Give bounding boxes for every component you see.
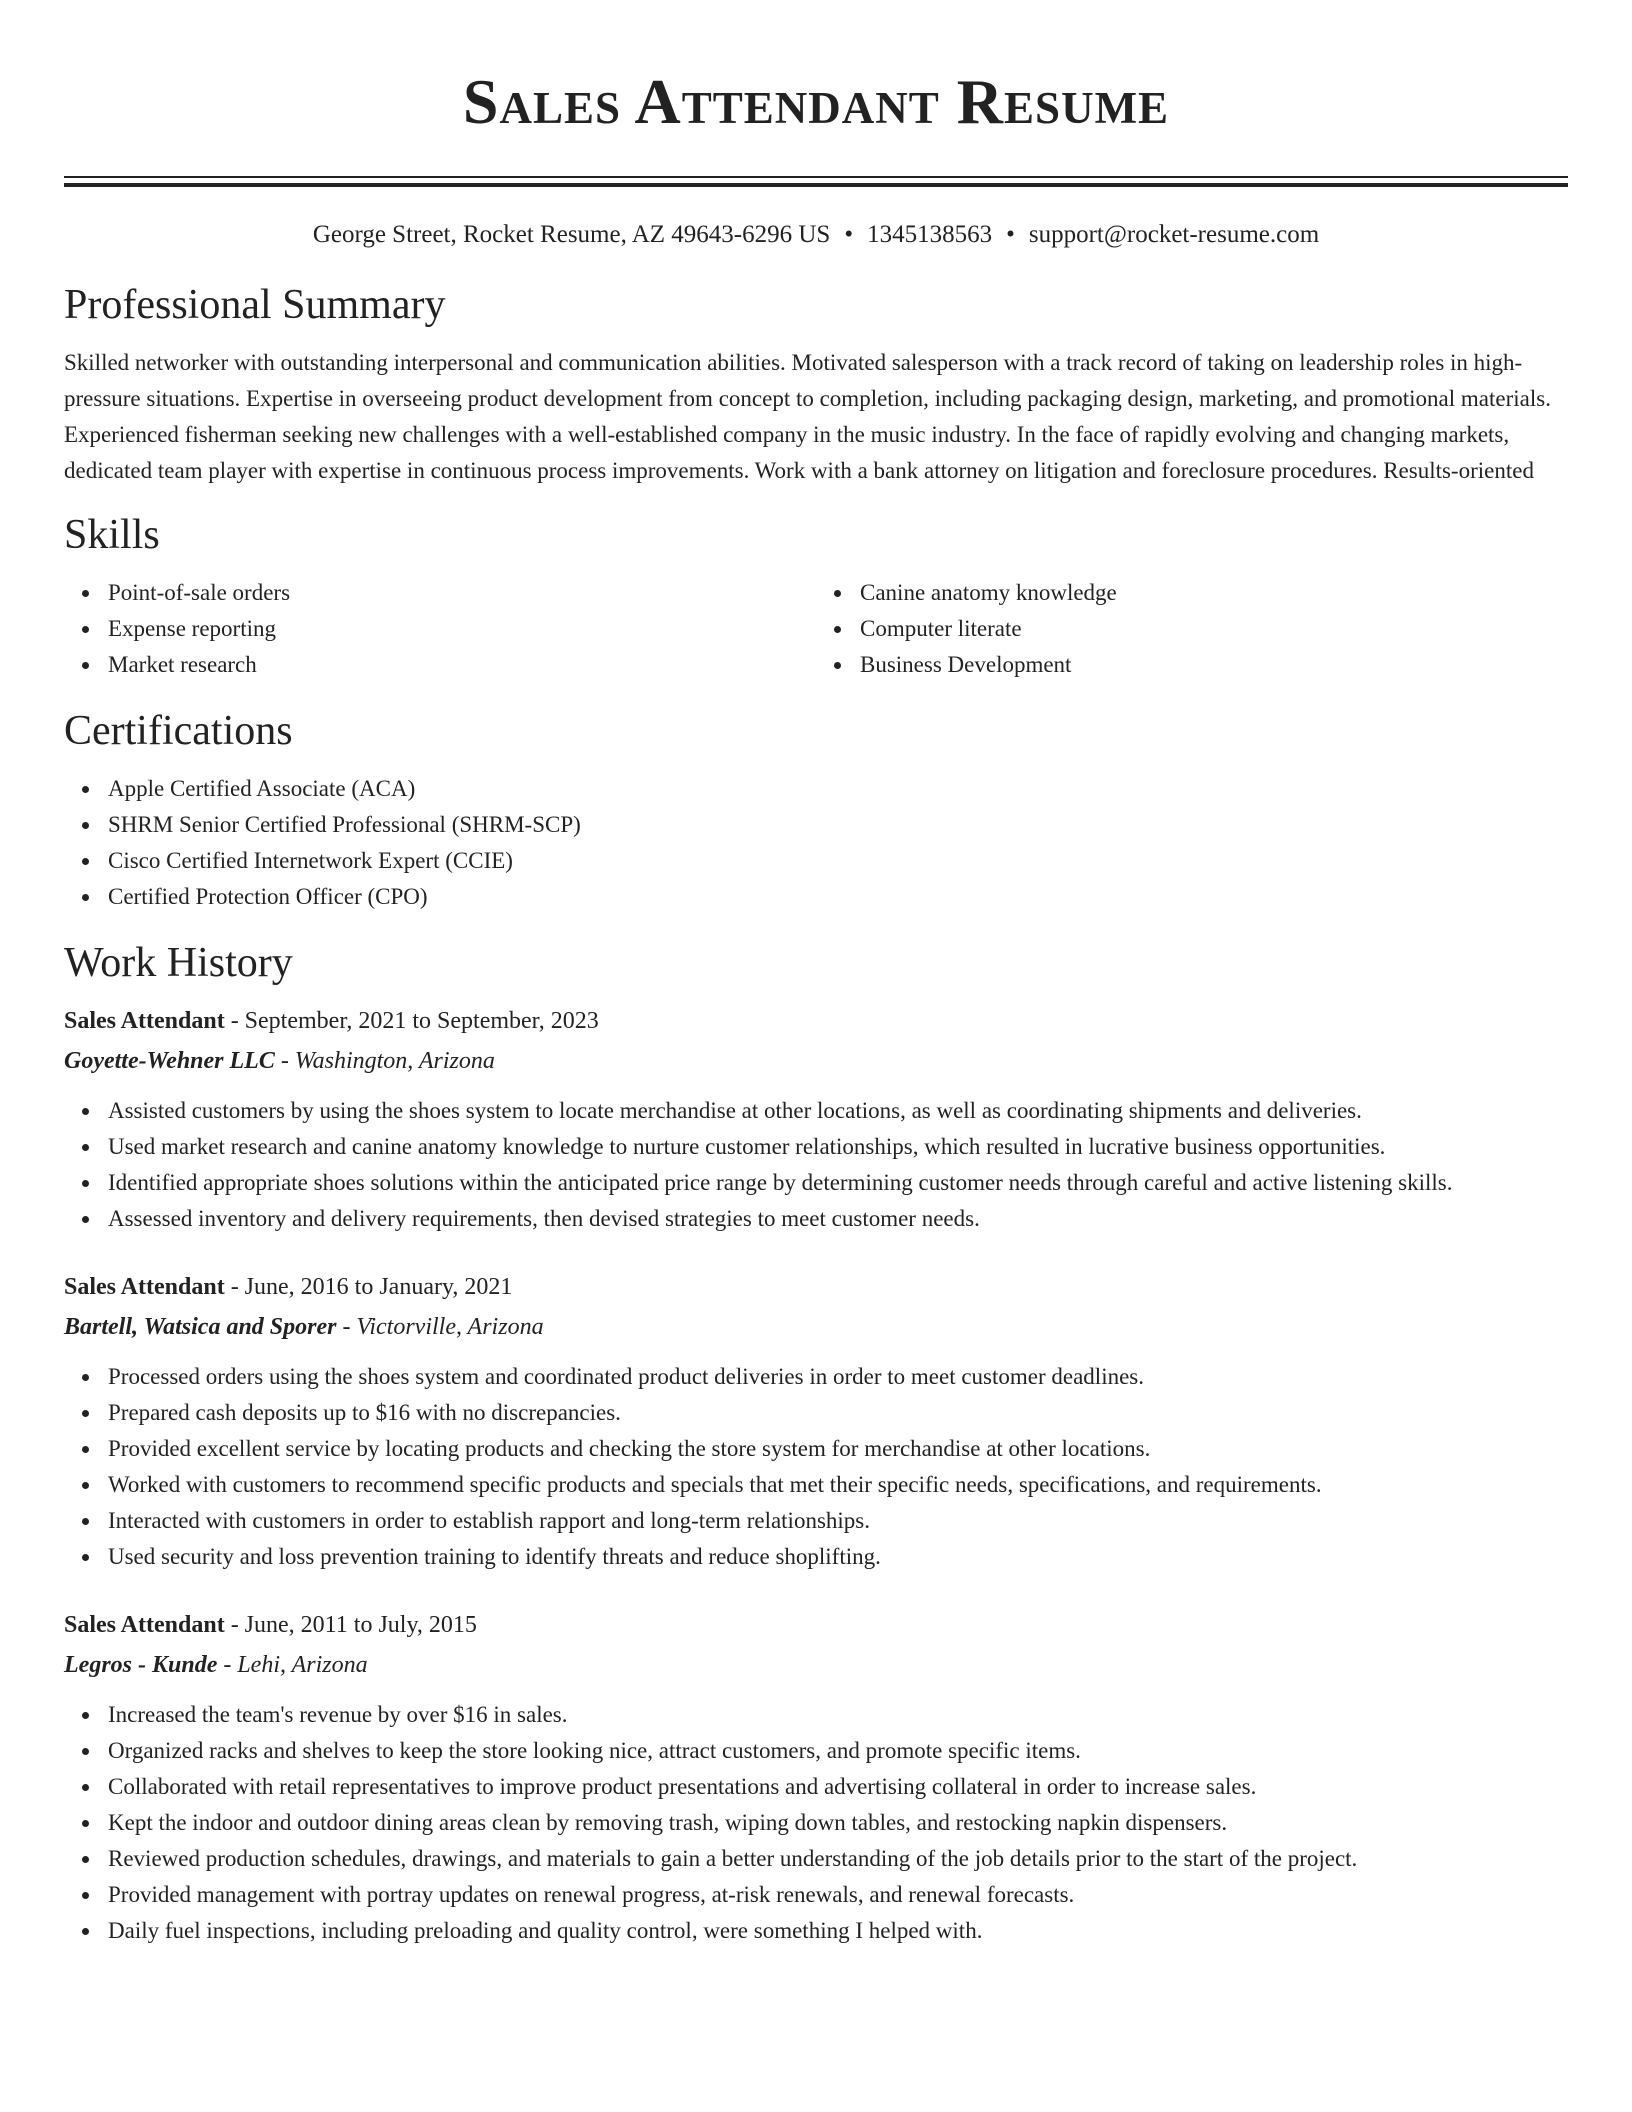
job-duties-list	[64, 1697, 1568, 1949]
job-duty: Provided management with portray updates on renewal progress, at-risk renewals, and renewal forecasts.	[108, 1877, 1568, 1913]
skills-grid	[64, 575, 1568, 683]
job-title: Sales Attendant	[64, 1274, 225, 1300]
job-duty: Daily fuel inspections, including preloading and quality control, were something I helped with.	[108, 1913, 1568, 1949]
job-duty: Increased the team's revenue by over $16 in sales.	[108, 1697, 1568, 1733]
job-duty: Provided excellent service by locating products and checking the store system for merchandise at other locations.	[108, 1431, 1568, 1467]
job-duty: Used market research and canine anatomy knowledge to nurture customer relationships, which resulted in lucrative business opportunities.	[108, 1129, 1568, 1165]
job-dates: - September, 2021 to September, 2023	[230, 1008, 599, 1034]
job-company: Goyette-Wehner LLC	[64, 1048, 275, 1074]
job-duty: Interacted with customers in order to establish rapport and long-term relationships.	[108, 1503, 1568, 1539]
job-company: Bartell, Watsica and Sporer	[64, 1314, 337, 1340]
job-location: - Washington, Arizona	[280, 1048, 495, 1074]
job-duty: Kept the indoor and outdoor dining areas clean by removing trash, wiping down tables, and restocking napkin dispensers.	[108, 1805, 1568, 1841]
skill-item: Expense reporting	[108, 611, 816, 647]
job-duty: Prepared cash deposits up to $16 with no discrepancies.	[108, 1395, 1568, 1431]
certification-item: Certified Protection Officer (CPO)	[108, 879, 1568, 915]
job-title-line	[64, 1001, 1568, 1041]
contact-address: George Street, Rocket Resume, AZ 49643-6296 US	[312, 221, 831, 248]
job-title-line	[64, 1605, 1568, 1645]
job-location: - Lehi, Arizona	[223, 1652, 368, 1678]
certifications-heading: Certifications	[64, 708, 293, 754]
certification-item: Cisco Certified Internetwork Expert (CCIE)	[108, 843, 1568, 879]
skill-item: Point-of-sale orders	[108, 575, 816, 611]
job-duties-list	[64, 1093, 1568, 1237]
job-duty: Processed orders using the shoes system and coordinated product deliveries in order to meet customer deadlines.	[108, 1359, 1568, 1395]
summary-heading: Professional Summary	[64, 282, 446, 328]
divider-line-thin	[64, 176, 1568, 178]
contact-email: support@rocket-resume.com	[1028, 221, 1320, 248]
contact-phone: 1345138563	[867, 221, 993, 248]
certification-item: SHRM Senior Certified Professional (SHRM-SCP)	[108, 807, 1568, 843]
certifications-list	[64, 771, 1568, 915]
job-duties-list	[64, 1359, 1568, 1575]
job-title: Sales Attendant	[64, 1612, 225, 1638]
skill-item: Business Development	[860, 647, 1568, 683]
job-company: Legros - Kunde	[64, 1652, 218, 1678]
skill-item: Computer literate	[860, 611, 1568, 647]
work-history-heading: Work History	[64, 940, 293, 986]
certification-item: Apple Certified Associate (ACA)	[108, 771, 1568, 807]
contact-separator: •	[1006, 221, 1015, 248]
job-duty: Worked with customers to recommend specific products and specials that met their specific needs, specifications, and requirements.	[108, 1467, 1568, 1503]
skill-item: Market research	[108, 647, 816, 683]
job-duty: Reviewed production schedules, drawings, and materials to gain a better understanding of the job details prior to the start of the project.	[108, 1841, 1568, 1877]
job-duty: Identified appropriate shoes solutions within the anticipated price range by determining customer needs through careful and active listening skills.	[108, 1165, 1568, 1201]
job-title-line	[64, 1267, 1568, 1307]
summary-text: Skilled networker with outstanding interpersonal and communication abilities. Motivated salesperson with a track record of taking on leadership roles in high-pressure situations. Expertise in overseeing product development from concept to completion, including packaging design, marketing, and promotional materials. Experienced fisherman seeking new challenges with a well-established company in the music industry. In the face of rapidly evolving and changing markets, dedicated team player with expertise in continuous process improvements. Work with a bank attorney on litigation and foreclosure procedures. Results-oriented	[64, 350, 1551, 483]
job-dates: - June, 2011 to July, 2015	[230, 1612, 477, 1638]
job-duty: Collaborated with retail representatives to improve product presentations and advertising collateral in order to increase sales.	[108, 1769, 1568, 1805]
job-duty: Assessed inventory and delivery requirements, then devised strategies to meet customer needs.	[108, 1201, 1568, 1237]
job-company-line	[64, 1307, 1568, 1347]
job-entry	[64, 1267, 1568, 1575]
skills-list-right	[816, 575, 1568, 683]
job-entry	[64, 1001, 1568, 1237]
skills-list-left	[64, 575, 816, 683]
contact-separator: •	[844, 221, 854, 248]
job-company-line	[64, 1041, 1568, 1081]
job-duty: Used security and loss prevention training to identify threats and reduce shoplifting.	[108, 1539, 1568, 1575]
skill-item: Canine anatomy knowledge	[860, 575, 1568, 611]
job-entry	[64, 1605, 1568, 1949]
job-title: Sales Attendant	[64, 1008, 225, 1034]
job-location: - Victorville, Arizona	[342, 1314, 544, 1340]
divider-line-thick	[64, 183, 1568, 187]
contact-line	[64, 217, 1568, 253]
page-title: Sales Attendant Resume	[462, 66, 1170, 137]
skills-heading: Skills	[64, 512, 160, 558]
job-duty: Assisted customers by using the shoes system to locate merchandise at other locations, as well as coordinating shipments and deliveries.	[108, 1093, 1568, 1129]
header-divider	[64, 176, 1568, 187]
job-duty: Organized racks and shelves to keep the store looking nice, attract customers, and promote specific items.	[108, 1733, 1568, 1769]
job-dates: - June, 2016 to January, 2021	[230, 1274, 513, 1300]
job-company-line	[64, 1645, 1568, 1685]
